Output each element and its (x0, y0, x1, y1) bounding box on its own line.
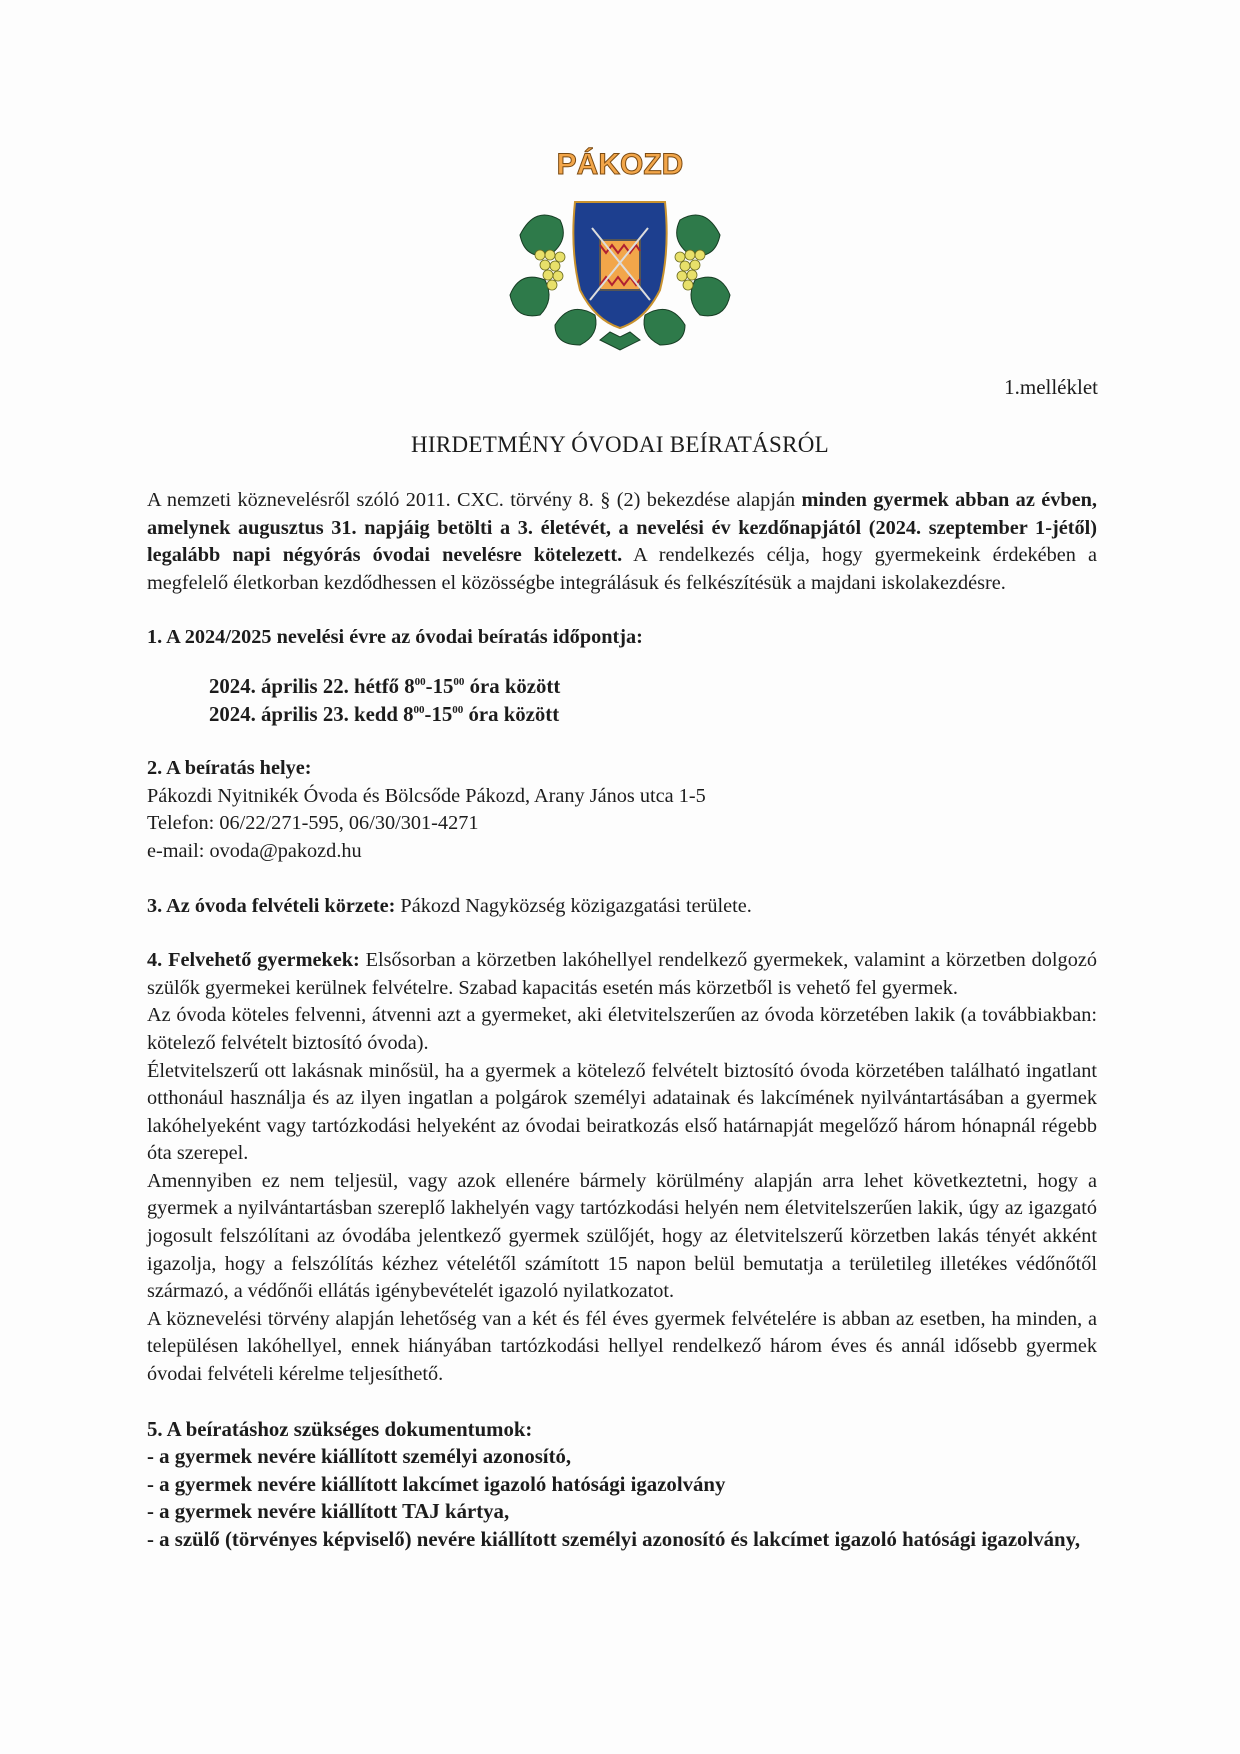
document-body (147, 487, 1097, 1554)
intro-paragraph: A nemzeti köznevelésről szóló 2011. CXC. törvény 8. § (2) bekezdése alapján minden gyermek abban az évben, amelynek augusztus 31. napjáig betölti a 3. életévét, a nevelési év kezdőnapjától (2024. szeptember 1-jétől) legalább napi négyórás óvodai nevelésre kötelezett. A rendelkezés célja, hogy gyermekeink érdekében a megfelelő életkorban kezdődhessen el közösségbe integrálásuk és felkészítésük a majdani iskolakezdésre. (147, 489, 1098, 594)
date-row: 2024. április 22. hétfő $8^{00}-15^{00}$ óra között (209, 674, 561, 698)
section-4-paragraph: Amennyiben ez nem teljesül, vagy azok ellenére bármely körülmény alapján arra lehet következtetni, hogy a gyermek a nyilvántartásban szereplő lakhelyén vagy tartózkodási helyén nem életvitelszerűen lakik, úgy az igazgató jogosult felszólítani az óvodába jelentkező gyermek szülőjét, hogy az életvitelszerű körzetben lakás tényét akként igazolja, hogy a felszólítás kézhez vételétől számított 15 napon belül bemutatja a területileg illetékes védőnőtől származó, a védőnői ellátás igénybevételét igazoló nyilatkozatot. (147, 1169, 1097, 1303)
section-4-paragraph: A köznevelési törvény alapján lehetőség van a két és fél éves gyermek felvételére is abban az esetben, ha minden, a településen lakóhellyel, ennek hiányában tartózkodási hellyel rendelkező három éves és annál idősebb gyermek óvodai felvételi kérelme teljesíthető. (147, 1307, 1097, 1386)
crest-label: PÁKOZD (556, 148, 684, 181)
list-item: - a gyermek nevére kiállított lakcímet igazoló hatósági igazolvány (147, 1472, 726, 1496)
list-item: - a gyermek nevére kiállított személyi azonosító, (147, 1445, 572, 1469)
section-4-paragraph: Az óvoda köteles felvenni, átvenni azt a gyermeket, aki életvitelszerűen az óvoda körzetében lakik (a továbbiakban: kötelező felvételt biztosító óvoda). (147, 1004, 1097, 1054)
date-row: 2024. április 23. kedd $8^{00}-15^{00}$ óra között (209, 702, 560, 726)
section-3: 3. Az óvoda felvételi körzete: Pákozd Nagyközség közigazgatási területe. (147, 894, 752, 917)
crest-icon (500, 140, 740, 355)
section-5 (147, 1416, 1097, 1554)
section-2-heading: 2. A beíratás helye: (147, 757, 312, 780)
address: Pákozdi Nyitnikék Óvoda és Bölcsőde Pákozd, Arany János utca 1-5 (147, 784, 706, 807)
list-item: - a szülő (törvényes képviselő) nevére kiállított személyi azonosító és lakcímet igazoló hatósági igazolvány, (147, 1528, 1081, 1551)
section-4-paragraph: Életvitelszerű ott lakásnak minősül, ha a gyermek a kötelező felvételt biztosító óvoda körzetében található ingatlant otthonául használja és az ilyen ingatlan a polgárok személyi adatainak és lakcímének nyilvántartásában a gyermek lakóhelyeként vagy tartózkodási helyeként az óvodai beiratkozás első határnapját megelőző három hónapnál régebb óta szerepel. (147, 1059, 1097, 1165)
email-link[interactable]: e-mail: ovoda@pakozd.hu (147, 839, 362, 862)
phone: Telefon: 06/22/271-595, 06/30/301-4271 (147, 812, 479, 835)
list-item: - a gyermek nevére kiállított TAJ kártya, (147, 1500, 510, 1524)
section-4: 4. Felvehető gyermekek: Elsősorban a körzetben lakóhellyel rendelkező gyermekek, valamint a körzetben dolgozó szülők gyermekei kerülnek felvételre. Szabad kapacitás esetén más körzetből is vehető fel gyermek. (147, 949, 1097, 999)
section-1-heading: 1. A 2024/2025 nevelési évre az óvodai beíratás időpontja: (147, 626, 643, 649)
pakozd-coat-of-arms-logo (500, 140, 740, 355)
annex-label: 1.melléklet (1004, 375, 1098, 399)
page-title: HIRDETMÉNY ÓVODAI BEÍRATÁSRÓL (411, 432, 829, 457)
section-5-heading: 5. A beíratáshoz szükséges dokumentumok: (147, 1417, 533, 1441)
